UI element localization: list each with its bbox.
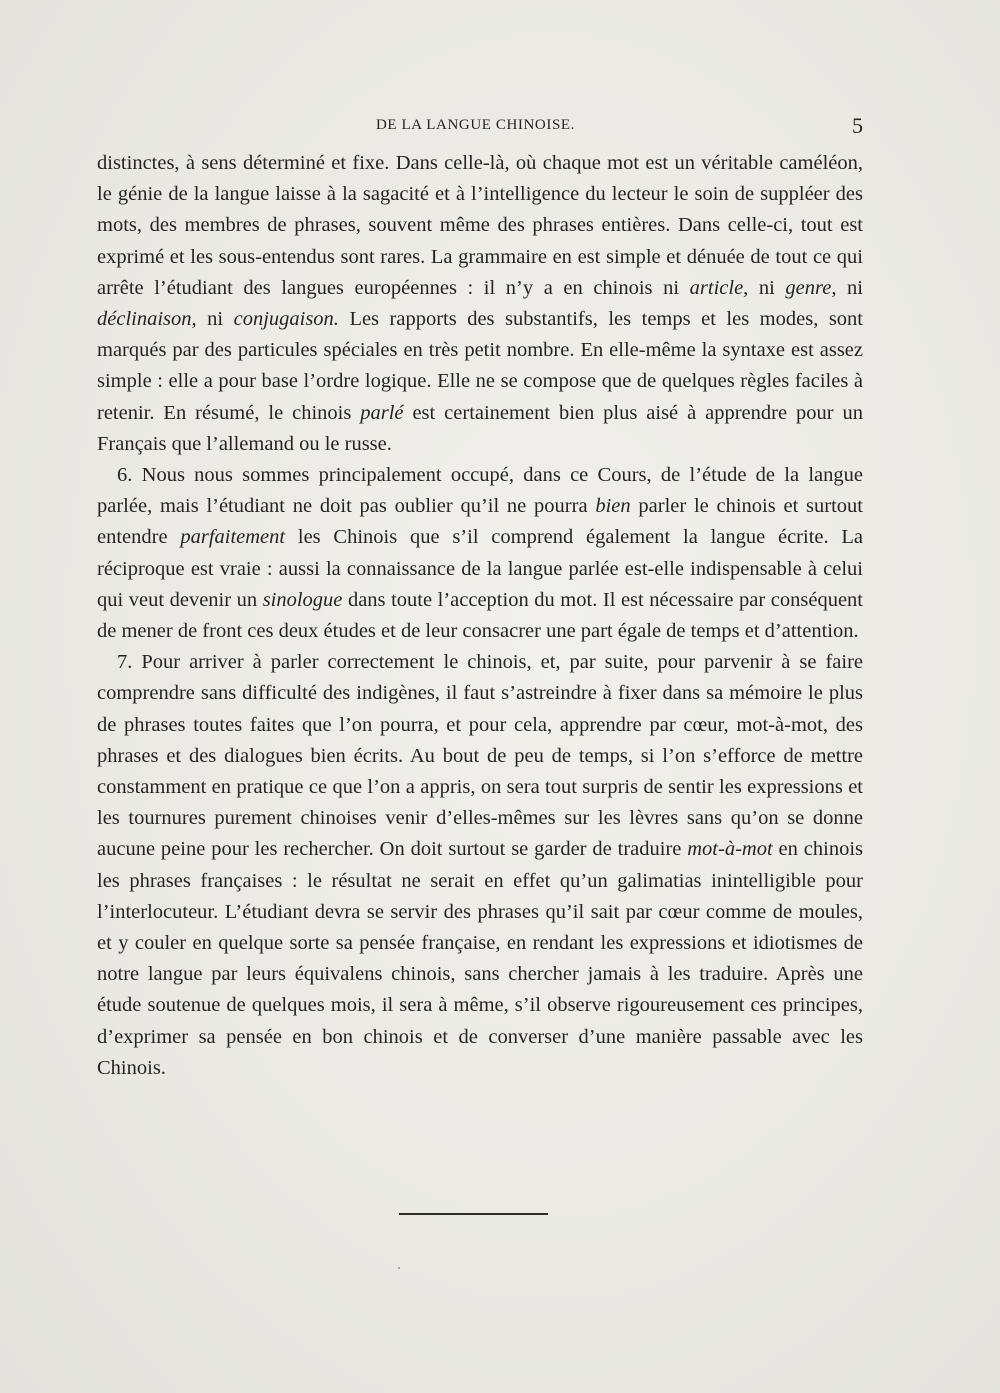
italic-term: article, [689,276,749,299]
running-head [0,113,1000,141]
body-text [97,148,863,1084]
text-run: en chinois les phrases françaises : le résultat ne serait en effet qu’un galimatias inintelligible pour l’interlocuteur. L’étudiant devra se servir des phrases qu’il sait par cœur comme de moules, et y couler en quelque sorte sa pensée française, en rendant les expressions et idiotismes de notre langue par leurs équivalens chinois, sans chercher jamais à les traduire. Après une étude soutenue de quelques mois, il sera à même, s’il observe rigoureusement ces principes, d’exprimer sa pensée en bon chinois et de converser d’une manière passable avec les Chinois. [97,838,863,1079]
italic-term: parfaitement [180,526,286,549]
text-run: Les rapports des substantifs, les temps et les modes, sont marqués par des particules spéciales en très petit nombre. En elle-même la syntaxe est assez simple : elle a pour base l’ordre logique. Elle ne se compose que de quelques règles faciles à retenir. En résumé, le chinois [97,308,863,424]
text-run: 6. Nous nous sommes principalement occupé, dans ce Cours, de l’étude de la langue parlée, mais l’étudiant ne doit pas oublier qu’il ne pourra [97,464,863,518]
text-run: distinctes, à sens déterminé et fixe. Dans celle-là, où chaque mot est un véritable caméléon, le génie de la langue laisse à la sagacité et à l’intelligence du lecteur le soin de suppléer des mots, des membres de phrases, souvent même des phrases entières. Dans celle-ci, tout est exprimé et les sous-entendus sont rares. La grammaire en est simple et dénuée de tout ce qui arrête l’étudiant des langues européennes : il n’y a en chinois ni [97,152,863,299]
text-run: ni [836,276,863,299]
text-run: parler le chinois et surtout entendre [97,495,863,549]
text-run: ni [748,276,786,299]
paragraph-7 [97,647,863,1084]
text-run: 7. Pour arriver à parler correctement le chinois, et, par suite, pour parvenir à se faire comprendre sans difficulté des indigènes, il faut s’astreindre à fixer dans sa mémoire le plus de phrases toutes faites que l’on pourra, et pour cela, apprendre par cœur, mot-à-mot, des phrases et des dialogues bien écrits. Au bout de peu de temps, si l’on s’efforce de mettre constamment en pratique ce que l’on a appris, on sera tout surpris de sentir les expressions et les tournures purement chinoises venir d’elles-mêmes sur les lèvres sans qu’on se donne aucune peine pour les rechercher. On doit surtout se garder de traduire [97,651,863,861]
italic-term: parlé [360,401,404,424]
paragraph-6 [97,460,863,647]
italic-term: genre, [785,276,837,299]
text-run: dans toute l’acception du mot. Il est nécessaire par conséquent de mener de front ces deux études et de leur consacrer une part égale de temps et d’attention. [97,588,863,643]
text-run: les Chinois que s’il comprend également la langue écrite. La réciproque est vraie : aussi la connaissance de la langue parlée est-elle indispensable à celui qui veut devenir un [97,526,863,611]
italic-term: conjugaison. [233,308,339,331]
running-title: DE LA LANGUE CHINOISE. [376,117,576,133]
text-run: est certainement bien plus aisé à apprendre pour un Français que l’allemand ou le russe. [97,401,863,455]
paragraph-continued [97,148,863,460]
section-end-rule [399,1213,548,1215]
italic-term: déclinaison, [97,308,197,331]
text-run: ni [196,308,234,331]
italic-term: bien [595,495,631,518]
italic-term: mot-à-mot [687,838,773,861]
italic-term: sinologue [262,588,343,611]
paper-speck [398,1267,400,1269]
page-number: 5 [852,113,863,138]
